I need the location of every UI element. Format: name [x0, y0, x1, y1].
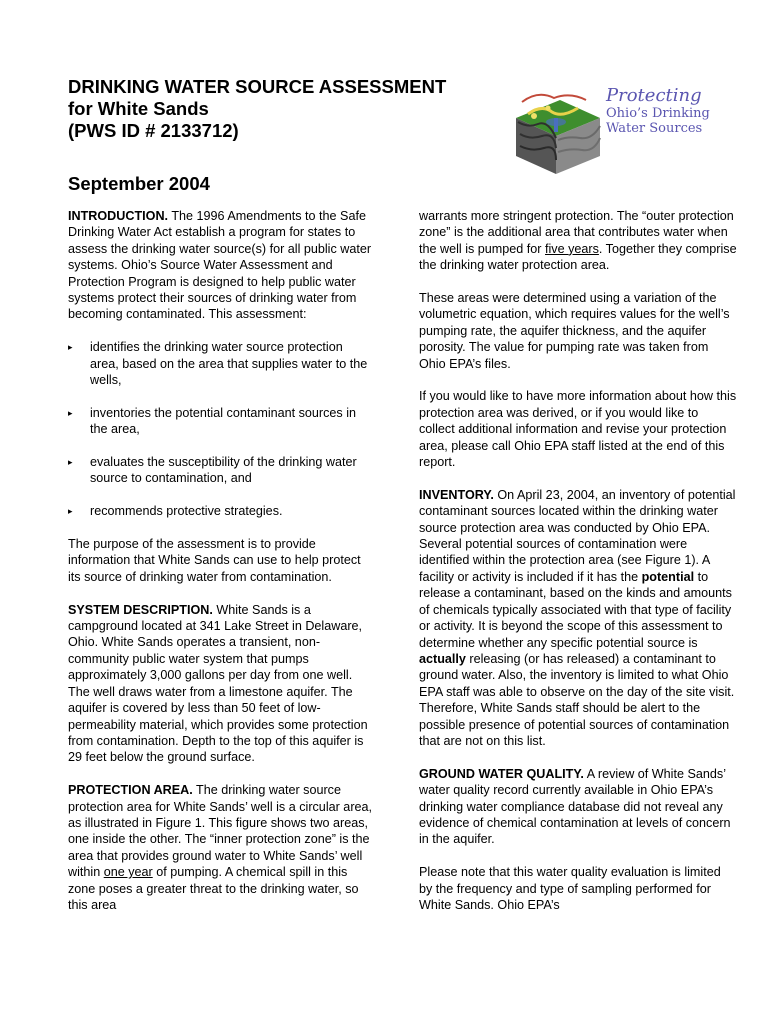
bullet-item — [68, 503, 374, 519]
bullet-text: recommends protective strategies. — [90, 504, 283, 519]
ground-water-quality-text: A review of White Sands’ water quality record currently available in Ohio EPA’s drinking water compliance database did not reveal any evidence of chemical contamination at levels of concern in the aquifer. — [419, 766, 731, 847]
ground-water-quality-heading: GROUND WATER QUALITY. — [419, 766, 584, 781]
volumetric-paragraph: These areas were determined using a variation of the volumetric equation, which requires values for the well’s pumping rate, the aquifer thickness, and the aquifer porosity. The value for pumping rate was taken from Ohio EPA’s files. — [419, 291, 730, 371]
system-description-text: White Sands is a campground located at 341 Lake Street in Delaware, Ohio. White Sands operates a transient, non-community public water system that pumps approximately 3,000 gallons per day from one well. The well draws water from a limestone aquifer. The aquifer is covered by less than 50 feet of low-permeability material, which provides some protection from contamination. Depth to the top of this aquifer is 29 feet below the ground surface. — [68, 602, 368, 765]
protection-continued-text-end: . Together they comprise the drinking water protection area. — [419, 241, 737, 273]
left-column — [68, 208, 374, 930]
system-description-heading: SYSTEM DESCRIPTION. — [68, 602, 213, 617]
purpose-paragraph: The purpose of the assessment is to provide information that White Sands can use to help protect its source of drinking water from contamination. — [68, 537, 361, 584]
system-description-paragraph — [68, 602, 374, 766]
inventory-heading: INVENTORY. — [419, 487, 494, 502]
bullet-marker-icon: ▸ — [68, 506, 73, 517]
document-date: September 2004 — [68, 173, 210, 194]
assessment-bullet-list — [68, 339, 374, 519]
ground-water-quality-paragraph — [419, 766, 737, 848]
logo-line-2: Ohio’s Drinking — [606, 106, 710, 121]
inventory-text-end: releasing (or has released) a contaminant to ground water. Also, the inventory is limited to what Ohio EPA staff was able to observe on the day of the site visit. Therefore, White Sands staff should be alert to the possible presence of potential sources of contamination that are not on this list. — [419, 651, 735, 748]
potential-bold: potential — [641, 569, 695, 584]
logo-line-3: Water Sources — [606, 121, 703, 136]
bullet-item — [68, 405, 374, 438]
title-line-3: (PWS ID # 2133712) — [68, 120, 239, 141]
right-column — [419, 208, 737, 930]
protection-continued-text: warrants more stringent protection. The “outer protection zone” is the additional area that contributes water when the well is pumped for — [419, 209, 734, 256]
protection-area-text-cont: of pumping. A chemical spill in this zone poses a greater threat to the drinking water, so this area — [68, 865, 359, 912]
introduction-paragraph — [68, 208, 374, 323]
title-line-1: DRINKING WATER SOURCE ASSESSMENT — [68, 76, 447, 97]
bullet-text: inventories the potential contaminant sources in the area, — [90, 405, 357, 437]
bullet-item — [68, 454, 374, 487]
protection-area-text: The drinking water source protection area for White Sands’ well is a circular area, as illustrated in Figure 1. This figure shows two areas, one inside the other. The “inner protection zone” is the area that provides ground water to White Sands’ well within — [68, 783, 373, 880]
note-paragraph: Please note that this water quality evaluation is limited by the frequency and type of sampling performed for White Sands. Ohio EPA’s — [419, 865, 721, 912]
inventory-text-mid: to release a contaminant, based on the kinds and amounts of chemicals typically associated with that type of facility or activity. It is beyond the scope of this assessment to determine whether any specific potential source is — [419, 569, 732, 650]
bullet-marker-icon: ▸ — [68, 342, 73, 353]
actually-bold: actually — [419, 651, 466, 666]
more-info-paragraph: If you would like to have more information about how this protection area was derived, or if you would like to collect additional information and revise your protection area, please call Ohio EPA staff listed at the end of this report. — [419, 389, 737, 470]
document-title — [68, 76, 508, 142]
protection-area-heading: PROTECTION AREA. — [68, 783, 193, 798]
bullet-item — [68, 339, 374, 388]
logo-text — [606, 85, 710, 136]
five-years-underline: five years — [545, 241, 599, 256]
one-year-underline: one year — [103, 865, 153, 880]
protection-continued-paragraph — [419, 208, 737, 274]
aquifer-block-icon — [508, 78, 608, 178]
introduction-heading: INTRODUCTION. — [68, 209, 169, 223]
inventory-paragraph — [419, 487, 737, 750]
protection-area-paragraph — [68, 782, 374, 913]
introduction-text: The 1996 Amendments to the Safe Drinking Water Act establish a program for states to assess the drinking water source(s) for all public water systems. Ohio’s Source Water Assessment and Protection Program is designed to help public water systems protect their sources of drinking water from becoming contaminated. This assessment: — [68, 209, 372, 322]
logo-line-1: Protecting — [606, 85, 702, 106]
protecting-water-sources-logo — [508, 78, 718, 178]
bullet-text: evaluates the susceptibility of the drinking water source to contamination, and — [90, 455, 357, 486]
bullet-marker-icon: ▸ — [68, 407, 73, 418]
title-line-2: for White Sands — [68, 98, 209, 119]
inventory-text: On April 23, 2004, an inventory of potential contaminant sources located within the drinking water source protection area was conducted by Ohio EPA. Several potential sources of contamination were identified within the protection area (see Figure 1). A facility or activity is included if it has the — [419, 487, 736, 584]
bullet-text: identifies the drinking water source protection area, based on the area that supplies water to the wells, — [90, 340, 368, 388]
bullet-marker-icon: ▸ — [68, 457, 73, 468]
